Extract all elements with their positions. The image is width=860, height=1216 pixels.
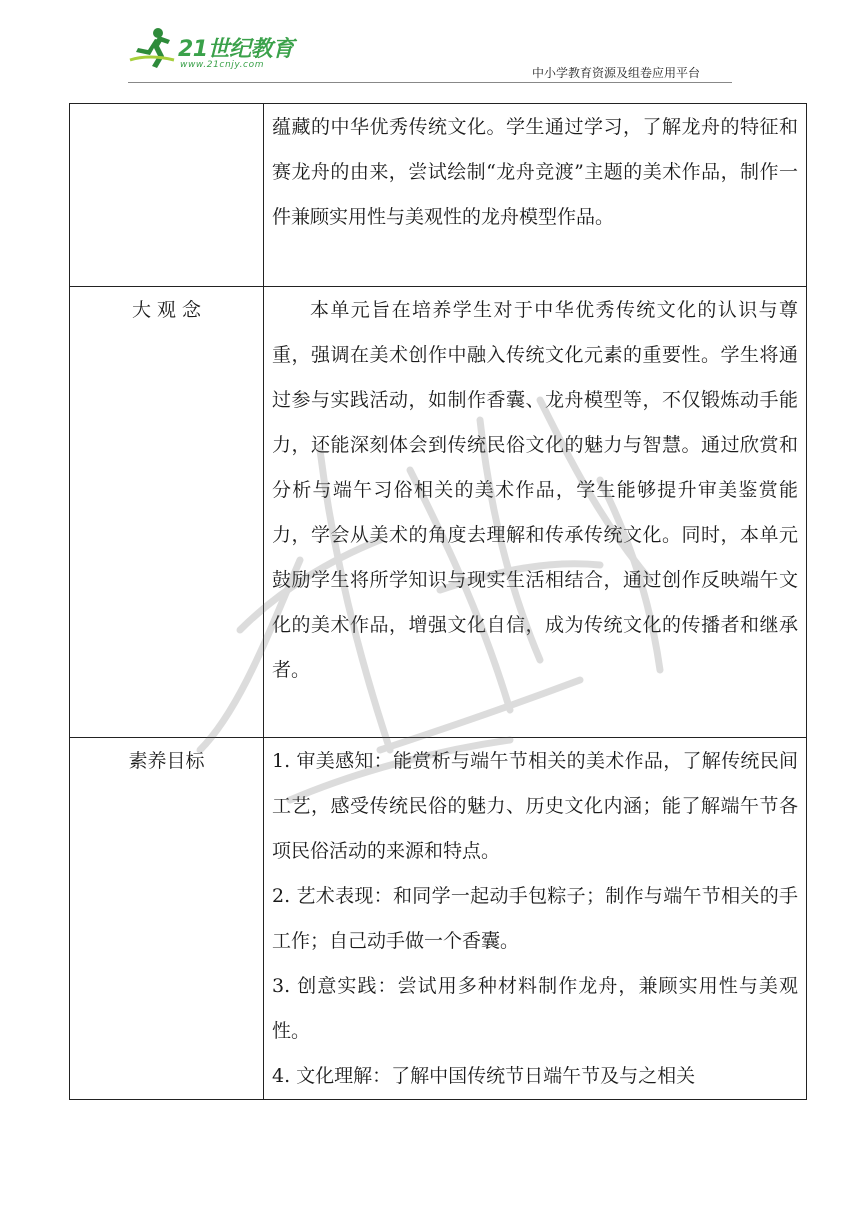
logo-url: www.21cnjy.com	[180, 60, 265, 70]
row-label-cell	[70, 287, 264, 738]
table-row	[70, 104, 807, 287]
list-item: 4. 文化理解：了解中国传统节日端午节及与之相关	[272, 1065, 696, 1087]
table-row	[70, 287, 807, 738]
row-label	[70, 104, 263, 105]
logo-text: 21世纪教育	[178, 37, 294, 62]
unit-plan-table	[69, 103, 807, 1100]
row-content-cell	[264, 104, 807, 287]
table-row	[70, 738, 807, 1100]
row-content-cell	[264, 287, 807, 738]
header-divider	[128, 82, 732, 83]
content-paragraph: 蕴藏的中华优秀传统文化。学生通过学习，了解龙舟的特征和赛龙舟的由来，尝试绘制“龙舟竞渡”主题的美术作品，制作一件兼顾实用性与美观性的龙舟模型作品。	[272, 116, 798, 228]
row-label-literacy-goals: 素养目标	[128, 750, 205, 772]
page-header	[0, 0, 860, 90]
platform-name: 中小学教育资源及组卷应用平台	[532, 66, 701, 80]
row-content-cell	[264, 738, 807, 1100]
site-logo[interactable]	[128, 26, 298, 76]
row-label-big-idea: 大 观 念	[131, 299, 202, 321]
list-item: 2. 艺术表现：和同学一起动手包粽子；制作与端午节相关的手工作；自己动手做一个香囊。	[272, 885, 798, 952]
runner-icon	[128, 26, 176, 70]
row-label-cell	[70, 104, 264, 287]
content-paragraph: 本单元旨在培养学生对于中华优秀传统文化的认识与尊重，强调在美术创作中融入传统文化元素的重要性。学生将通过参与实践活动，如制作香囊、龙舟模型等，不仅锻炼动手能力，还能深刻体会到传统民俗文化的魅力与智慧。通过欣赏和分析与端午习俗相关的美术作品，学生能够提升审美鉴赏能力，学会从美术的角度去理解和传承传统文化。同时，本单元鼓励学生将所学知识与现实生活相结合，通过创作反映端午文化的美术作品，增强文化自信，成为传统文化的传播者和继承者。	[272, 299, 798, 681]
list-item: 1. 审美感知：能赏析与端午节相关的美术作品，了解传统民间工艺，感受传统民俗的魅力、历史文化内涵；能了解端午节各项民俗活动的来源和特点。	[272, 750, 798, 862]
list-item: 3. 创意实践：尝试用多种材料制作龙舟，兼顾实用性与美观性。	[272, 975, 798, 1042]
row-label-cell	[70, 738, 264, 1100]
